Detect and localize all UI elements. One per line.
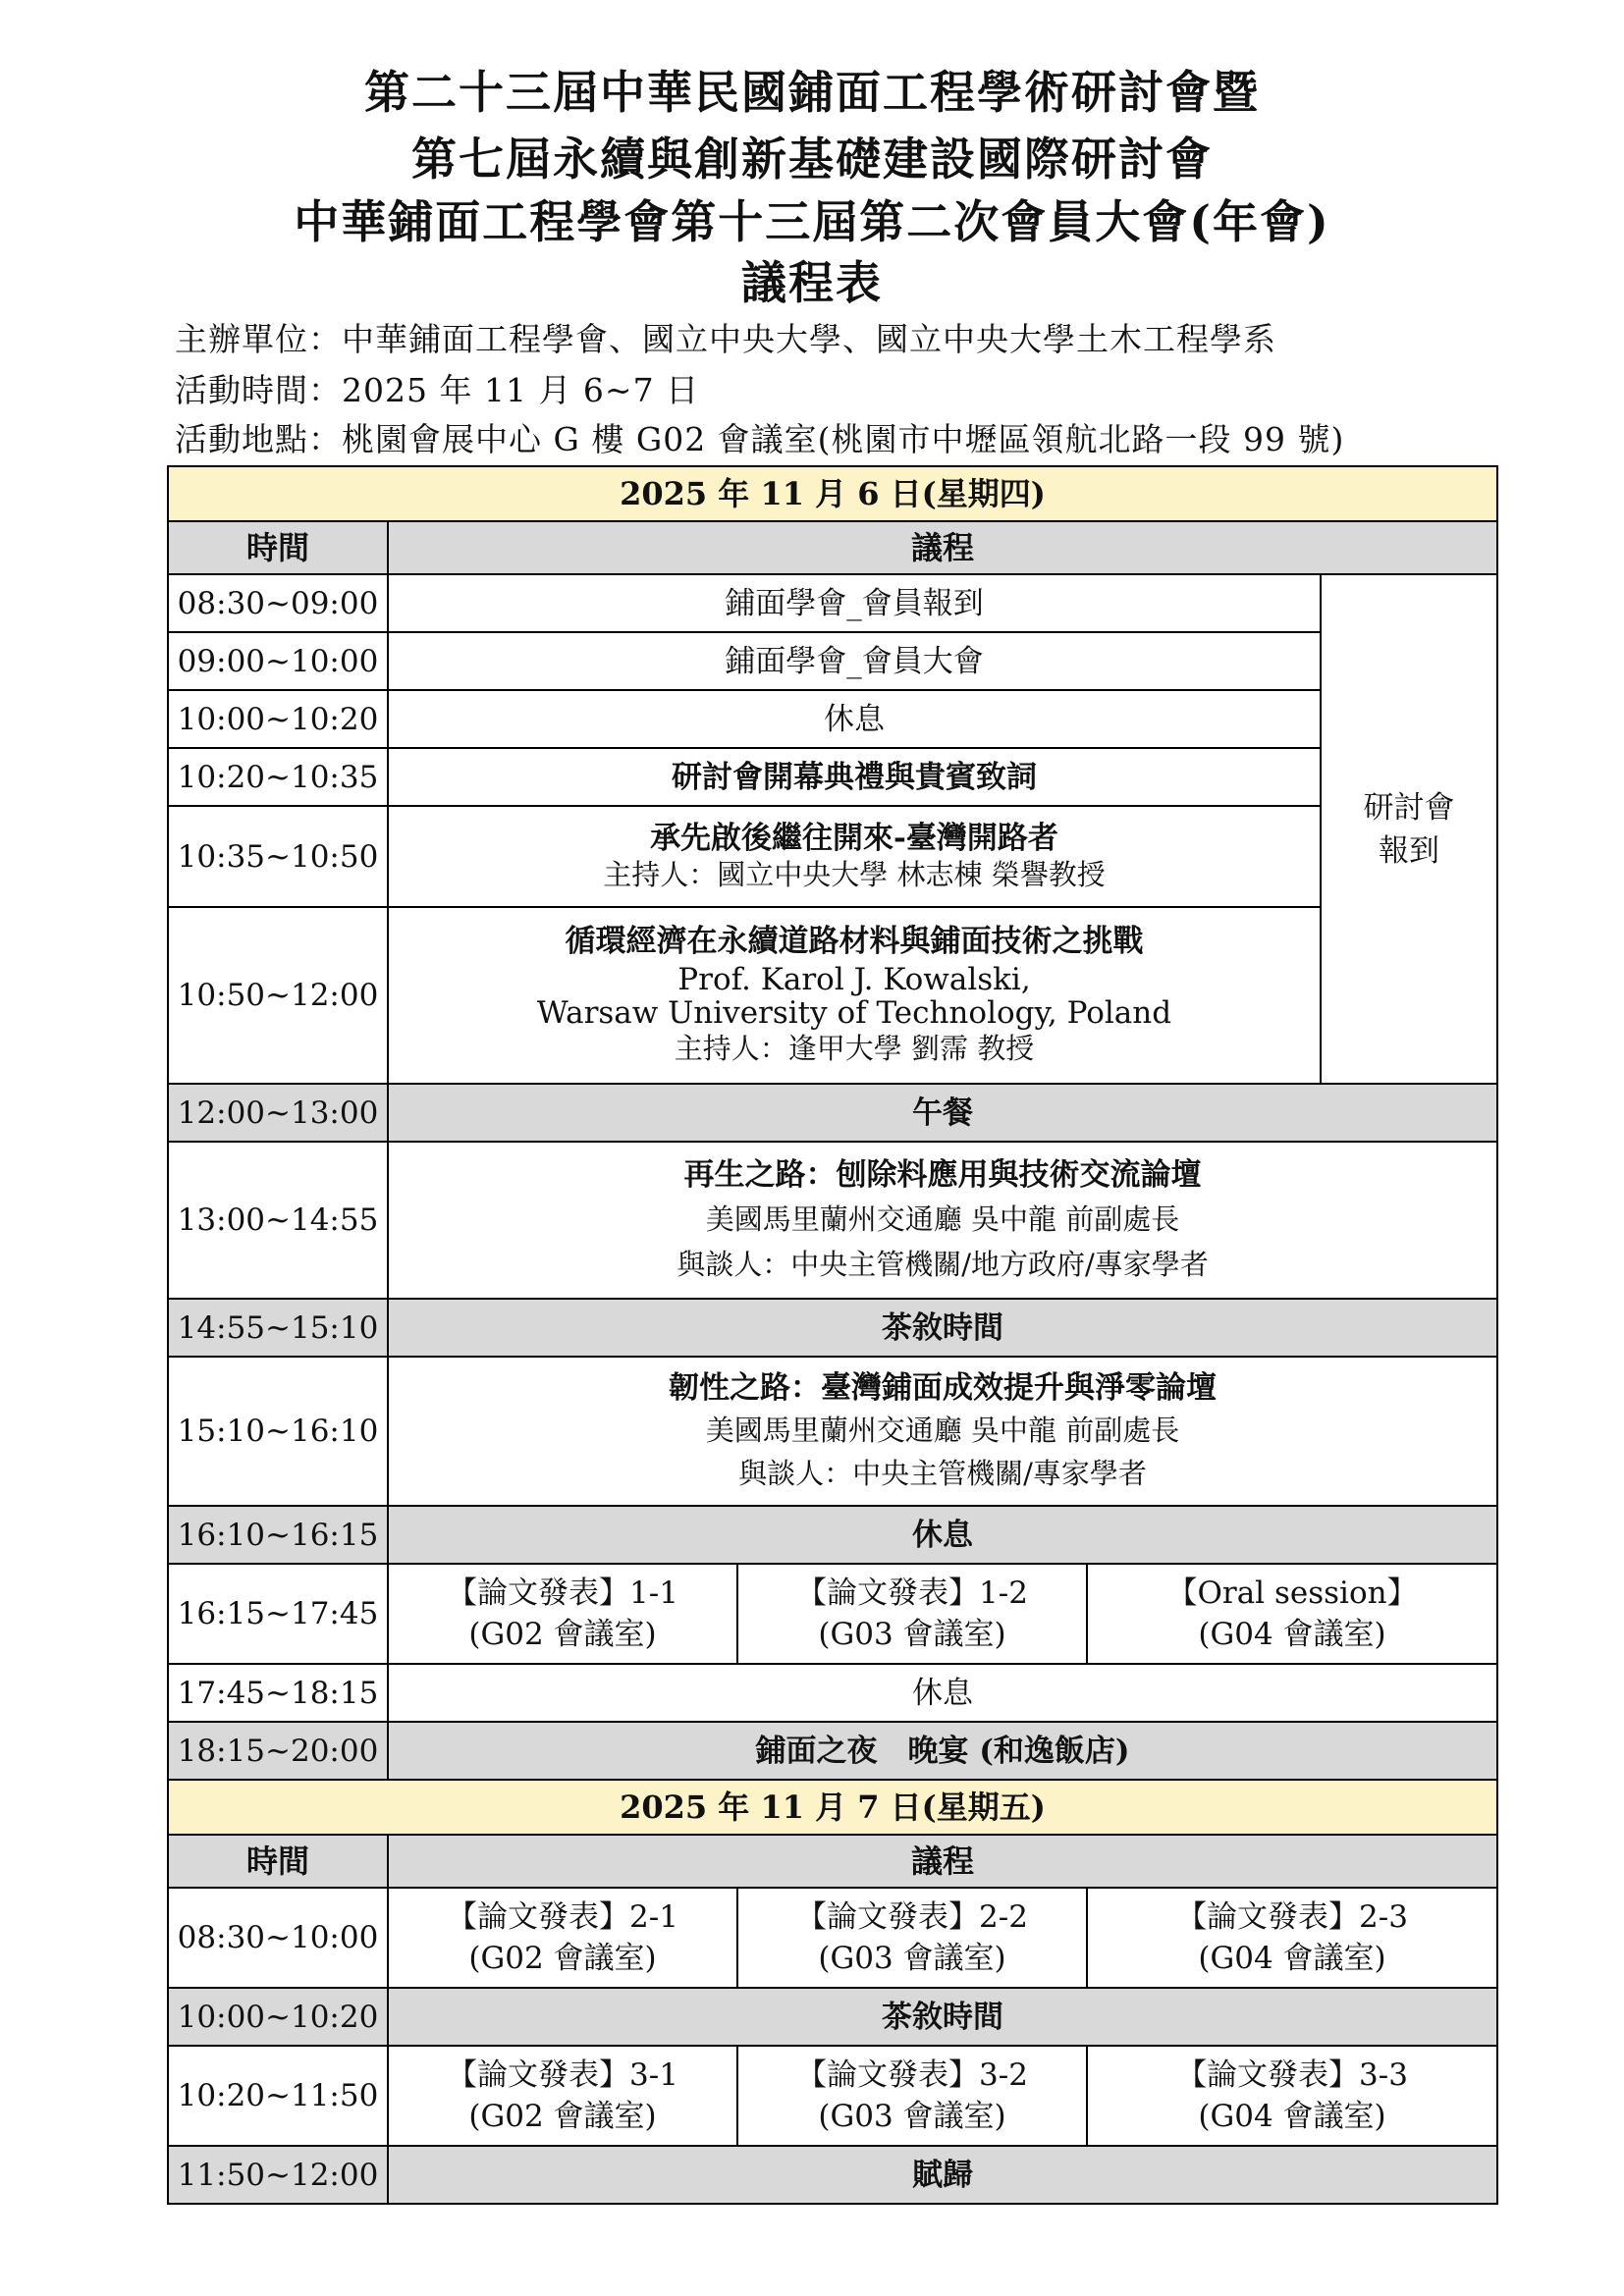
row-title: 鋪面學會_會員報到 — [388, 574, 1321, 632]
session-cell — [737, 1564, 1087, 1664]
agenda-table — [167, 465, 1498, 2205]
row-title: 賦歸 — [388, 2146, 1497, 2204]
row-title: 承先啟後繼往開來-臺灣開路者 — [650, 820, 1058, 856]
table-row — [168, 1084, 1497, 1142]
table-row — [168, 1299, 1497, 1357]
table-row — [168, 1357, 1497, 1506]
session-name: 【論文發表】3-1 — [447, 2057, 678, 2093]
table-row — [168, 2046, 1497, 2146]
row-panelists: 與談人：中央主管機關/專家學者 — [738, 1457, 1147, 1490]
row-time: 16:10~16:15 — [168, 1506, 388, 1564]
row-title: 韌性之路：臺灣鋪面成效提升與淨零論壇 — [669, 1370, 1218, 1406]
session-room: (G04 會議室) — [1198, 2099, 1386, 2134]
session-room: (G02 會議室) — [468, 2099, 657, 2134]
table-row — [168, 1722, 1497, 1780]
session-cell — [388, 1888, 737, 1988]
table-row — [168, 632, 1497, 690]
table-row — [168, 2146, 1497, 2204]
session-name: 【論文發表】1-2 — [796, 1575, 1028, 1611]
row-title: 茶敘時間 — [388, 1299, 1497, 1357]
row-time: 10:20~10:35 — [168, 748, 388, 806]
title-line-3: 中華鋪面工程學會第十三屆第二次會員大會(年會) — [294, 195, 1330, 248]
table-row — [168, 748, 1497, 806]
row-time: 13:00~14:55 — [168, 1142, 388, 1299]
row-time: 11:50~12:00 — [168, 2146, 388, 2204]
table-row — [168, 1142, 1497, 1299]
table-header-row — [168, 1835, 1497, 1888]
row-time: 12:00~13:00 — [168, 1084, 388, 1142]
session-name: 【論文發表】3-2 — [796, 2057, 1028, 2093]
day1-header-row — [168, 466, 1497, 521]
title-line-1: 第二十三屆中華民國鋪面工程學術研討會暨 — [364, 66, 1260, 119]
session-name: 【論文發表】2-1 — [447, 1899, 678, 1935]
row-title: 休息 — [388, 690, 1321, 748]
row-content — [388, 1357, 1497, 1506]
day2-header-row — [168, 1780, 1497, 1835]
registration-line-1: 研討會 — [1363, 789, 1455, 826]
session-room: (G03 會議室) — [818, 2099, 1006, 2134]
session-room: (G04 會議室) — [1198, 1941, 1386, 1976]
registration-cell — [1321, 574, 1497, 1084]
table-row — [168, 1506, 1497, 1564]
title-line-4: 議程表 — [741, 256, 883, 309]
table-row — [168, 1664, 1497, 1722]
row-title: 鋪面學會_會員大會 — [388, 632, 1321, 690]
registration-line-2: 報到 — [1379, 832, 1440, 869]
row-time: 18:15~20:00 — [168, 1722, 388, 1780]
row-title: 午餐 — [388, 1084, 1497, 1142]
row-time: 16:15~17:45 — [168, 1564, 388, 1664]
row-title: 再生之路：刨除料應用與技術交流論壇 — [683, 1157, 1202, 1193]
session-cell — [1087, 2046, 1497, 2146]
session-cell — [1087, 1564, 1497, 1664]
table-row — [168, 690, 1497, 748]
row-time: 17:45~18:15 — [168, 1664, 388, 1722]
session-name: 【論文發表】2-3 — [1176, 1899, 1408, 1935]
row-time: 10:20~11:50 — [168, 2046, 388, 2146]
session-room: (G04 會議室) — [1198, 1617, 1386, 1652]
title-line-2: 第七屆永續與創新基礎建設國際研討會 — [411, 133, 1213, 186]
row-time: 14:55~15:10 — [168, 1299, 388, 1357]
row-time: 15:10~16:10 — [168, 1357, 388, 1506]
day1-date: 2025 年 11 月 6 日(星期四) — [168, 466, 1497, 521]
row-speaker: Prof. Karol J. Kowalski, — [677, 962, 1031, 997]
event-date: 活動時間：2025 年 11 月 6~7 日 — [175, 371, 700, 409]
table-header-row — [168, 521, 1497, 574]
session-cell — [737, 2046, 1087, 2146]
row-title: 研討會開幕典禮與貴賓致詞 — [388, 748, 1321, 806]
table-row — [168, 1888, 1497, 1988]
row-time: 08:30~10:00 — [168, 1888, 388, 1988]
row-title: 休息 — [388, 1506, 1497, 1564]
row-content — [388, 806, 1321, 907]
row-time: 10:50~12:00 — [168, 907, 388, 1084]
session-cell — [388, 2046, 737, 2146]
table-row — [168, 806, 1497, 907]
session-name: 【論文發表】3-3 — [1176, 2057, 1408, 2093]
table-row — [168, 574, 1497, 632]
row-time: 08:30~09:00 — [168, 574, 388, 632]
row-content — [388, 1142, 1497, 1299]
row-time: 10:35~10:50 — [168, 806, 388, 907]
session-name: 【論文發表】2-2 — [796, 1899, 1028, 1935]
session-room: (G03 會議室) — [818, 1617, 1006, 1652]
session-cell — [1087, 1888, 1497, 1988]
row-speaker: 美國馬里蘭州交通廳 吳中龍 前副處長 — [705, 1414, 1180, 1447]
session-cell — [388, 1564, 737, 1664]
session-cell — [737, 1888, 1087, 1988]
time-header: 時間 — [168, 1835, 388, 1888]
organizer: 主辦單位：中華鋪面工程學會、國立中央大學、國立中央大學土木工程學系 — [175, 320, 1276, 358]
session-room: (G03 會議室) — [818, 1941, 1006, 1976]
table-row — [168, 907, 1497, 1084]
row-title: 茶敘時間 — [388, 1988, 1497, 2046]
row-title: 休息 — [388, 1664, 1497, 1722]
time-header: 時間 — [168, 521, 388, 574]
session-room: (G02 會議室) — [468, 1941, 657, 1976]
row-host: 主持人：國立中央大學 林志棟 榮譽教授 — [603, 857, 1106, 891]
table-row — [168, 1988, 1497, 2046]
row-host: 主持人：逢甲大學 劉霈 教授 — [674, 1032, 1035, 1065]
row-time: 10:00~10:20 — [168, 1988, 388, 2046]
row-panelists: 與談人：中央主管機關/地方政府/專家學者 — [677, 1248, 1209, 1281]
session-name: 【Oral session】 — [1166, 1575, 1418, 1611]
row-time: 10:00~10:20 — [168, 690, 388, 748]
row-title: 鋪面之夜 晚宴 (和逸飯店) — [388, 1722, 1497, 1780]
table-row — [168, 1564, 1497, 1664]
agenda-header: 議程 — [388, 521, 1497, 574]
row-time: 09:00~10:00 — [168, 632, 388, 690]
agenda-header: 議程 — [388, 1835, 1497, 1888]
row-speaker: 美國馬里蘭州交通廳 吳中龍 前副處長 — [705, 1202, 1180, 1236]
event-venue: 活動地點：桃園會展中心 G 樓 G02 會議室(桃園市中壢區領航北路一段 99 號) — [175, 420, 1345, 458]
day2-date: 2025 年 11 月 7 日(星期五) — [168, 1780, 1497, 1835]
session-name: 【論文發表】1-1 — [447, 1575, 678, 1611]
row-content — [388, 907, 1321, 1084]
session-room: (G02 會議室) — [468, 1617, 657, 1652]
row-title: 循環經濟在永續道路材料與鋪面技術之挑戰 — [565, 924, 1144, 959]
row-speaker-affiliation: Warsaw University of Technology, Poland — [536, 995, 1172, 1031]
